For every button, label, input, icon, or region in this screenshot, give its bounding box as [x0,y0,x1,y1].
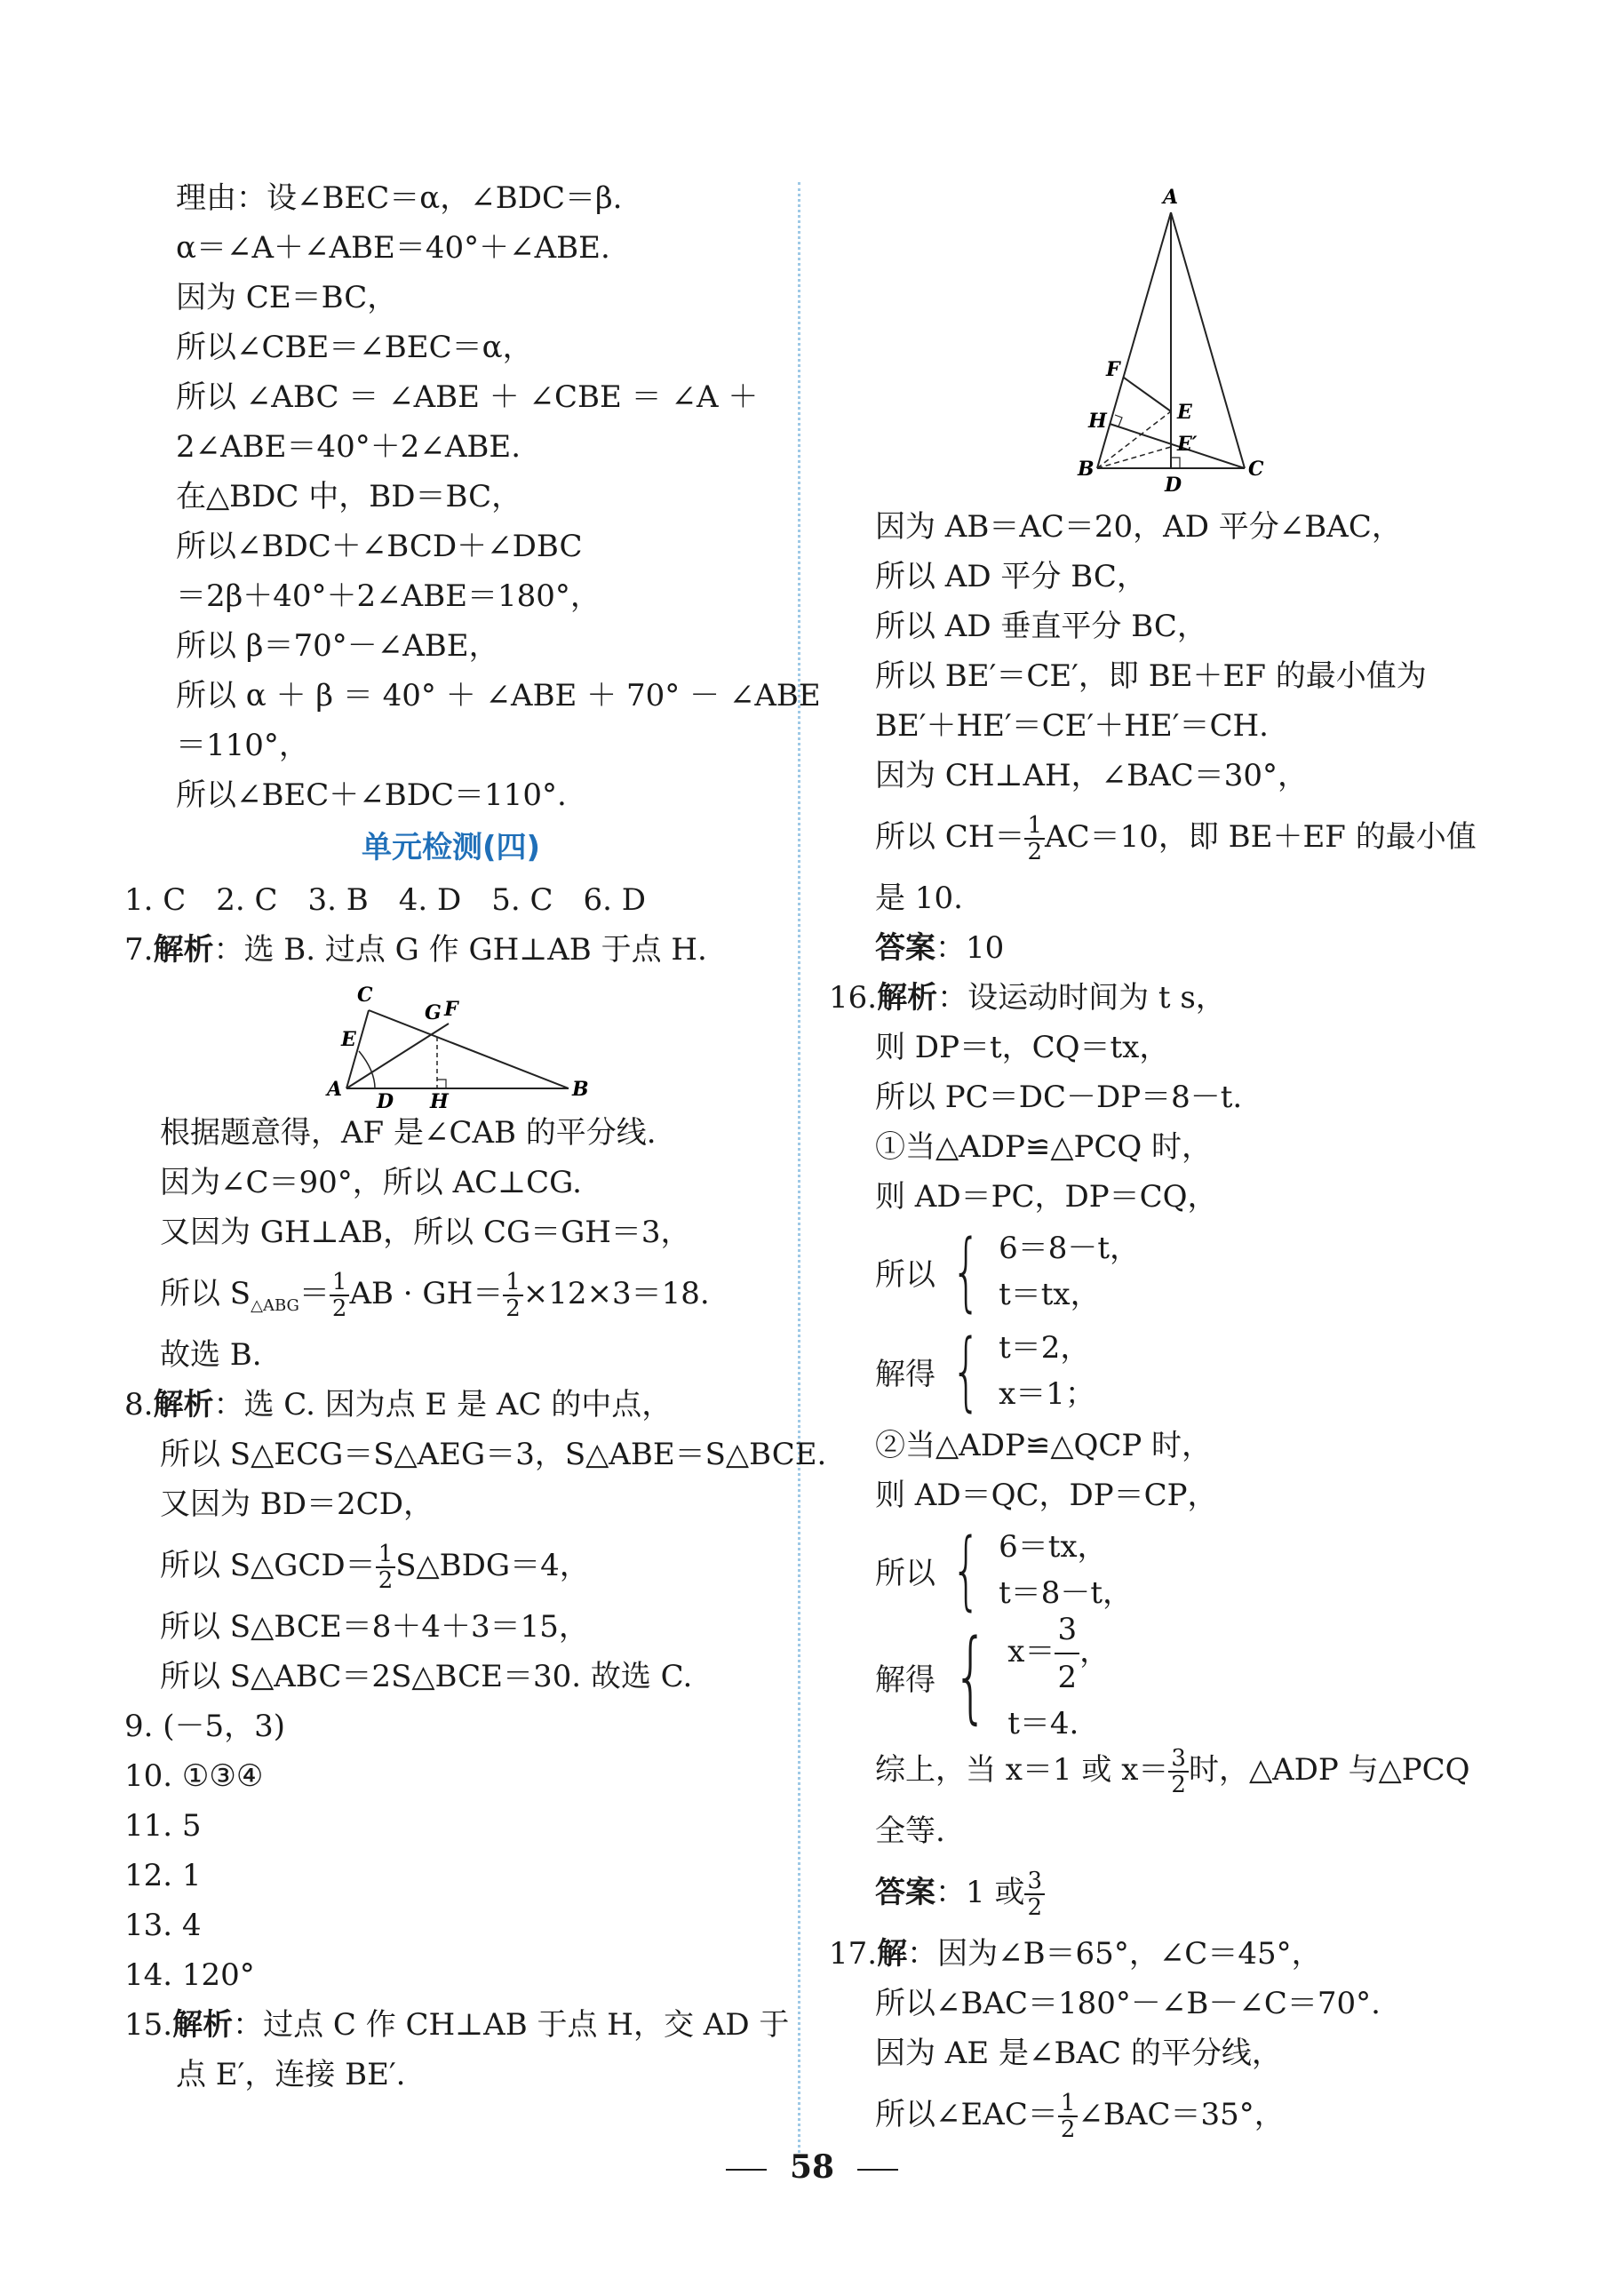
q7-area-sub: △ABG [251,1295,299,1315]
q8-text: ：选 C. 因为点 E 是 AC 的中点， [213,1387,673,1422]
solve-label: 解得 [875,1661,935,1698]
answer-label: 答案 [875,1875,935,1910]
label-c: C [1248,458,1264,481]
answer-9: 9. (－5，3) [124,1709,286,1744]
q7-header [124,925,777,975]
label-h: H [430,1090,449,1108]
q15-answer [875,923,1497,973]
system-2-lines [999,1524,1133,1616]
left-column [124,173,827,2100]
solution-2-lines [1007,1606,1110,1747]
q15-analysis-label: 解析 [172,2007,234,2043]
conclusion-post: 时，△ADP 与△PCQ [1188,1752,1470,1788]
q8-line: 所以 S△BCE＝8＋4＋3＝15， [160,1609,589,1645]
answers-1-6: 1. C 2. C 3. B 4. D 5. C 6. D [124,882,647,918]
q15-header [124,2000,790,2050]
right-angle-d [1171,458,1180,468]
intro-line: ＝2β＋40°＋2∠ABE＝180°， [176,578,601,614]
intro-line: ＝110°， [176,728,309,763]
segment-ab [1097,212,1171,468]
q8-l3-pre: 所以 S△GCD＝ [160,1548,376,1583]
label-h: H [1088,410,1107,433]
conclusion-pre: 综上，当 x＝1 或 x＝ [875,1752,1169,1788]
label-b: B [572,1078,589,1101]
q17-last [875,2078,1497,2151]
footer-dash [857,2169,898,2171]
right-angle-h [437,1080,446,1088]
q15-ch-pre: 所以 CH＝ [875,819,1025,855]
fraction-half: $\frac{1}{2}$ [330,1270,350,1321]
answer-14: 14. 120° [124,1957,255,1993]
q16-text: ：设运动时间为 t s， [937,980,1226,1016]
q7-area-mid: AB · GH＝ [349,1276,504,1311]
q15-line: 所以 AD 平分 BC， [875,559,1147,594]
solution-line: t＝4. [1007,1706,1079,1741]
q16-line: ①当△ADP≌△PCQ 时， [875,1129,1213,1165]
so-label: 所以 [875,1256,935,1293]
system-line: t＝tx， [999,1277,1101,1312]
label-a: A [1163,186,1179,209]
q7-number: 7. [124,932,154,968]
q8-l3-post: S△BDG＝4， [395,1548,590,1583]
label-e-prime: E′ [1177,433,1198,456]
q16-line: 所以 PC＝DC－DP＝8－t. [875,1080,1243,1115]
q15-text-2: 点 E′，连接 BE′. [176,2057,406,2092]
label-e: E [341,1028,356,1051]
label-a: A [327,1078,343,1101]
page-number-footer [0,2148,1624,2186]
case-2: ②当△ADP≌△QCP 时， [875,1428,1213,1463]
intro-line: α＝∠A＋∠ABE＝40°＋∠ABE. [176,230,610,266]
q15-text: ：过点 C 作 CH⊥AB 于点 H，交 AD 于 [233,2007,790,2043]
answer-11: 11. 5 [124,1808,202,1844]
section-title: 单元检测(四) [361,830,541,865]
fraction-half: $\frac{1}{2}$ [376,1542,396,1593]
brace-icon: { [951,1321,982,1421]
system-line: 6＝8－t， [999,1231,1141,1266]
figure-q15-svg [1071,182,1302,502]
q7-end: 故选 B. [160,1337,262,1373]
fraction-half: $\frac{1}{2}$ [503,1270,523,1321]
footer-dash [726,2169,767,2171]
segment-ac [1171,212,1245,468]
q7-area-eq: ＝ [299,1276,330,1311]
answer-13: 13. 4 [124,1908,202,1943]
q17-last-post: ∠BAC＝35°， [1078,2097,1285,2132]
q17-solution-label: 解 [877,1936,908,1972]
fraction-three-halves: $\frac{3}{2}$ [1024,1869,1045,1920]
intro-line: 所以 β＝70°－∠ABE， [176,628,499,664]
q15-number: 15. [124,2007,173,2043]
q15-line: BE′＋HE′＝CE′＋HE′＝CH. [875,708,1269,744]
q16-analysis-label: 解析 [877,980,938,1016]
q15-line: 所以 AD 垂直平分 BC， [875,609,1207,644]
right-column [829,182,1497,2151]
q17-line: 因为 AE 是∠BAC 的平分线， [875,2036,1282,2071]
q15-ch-end: 是 10. [875,881,963,916]
solution-line: t＝2， [999,1330,1091,1366]
q15-ch-post: AC＝10，即 BE＋EF 的最小值 [1045,819,1477,855]
intro-line: 2∠ABE＝40°＋2∠ABE. [176,429,521,465]
system-2 [875,1520,1497,1620]
solution-line: x＝1； [999,1376,1095,1412]
q8-line: 所以 S△ABC＝2S△BCE＝30. 故选 C. [160,1659,693,1694]
q7-line: 又因为 GH⊥AB，所以 CG＝GH＝3， [160,1215,691,1250]
right-angle-h [1115,415,1122,426]
fraction-half: $\frac{1}{2}$ [1058,2091,1079,2142]
answer-12: 12. 1 [124,1858,202,1893]
q7-analysis-label: 解析 [153,932,214,968]
brace-icon: { [953,1619,989,1734]
q7-area-post: ×12×3＝18. [522,1276,710,1311]
intro-line: 因为 CE＝BC， [176,280,398,315]
q7-area-pre: 所以 S [160,1276,251,1311]
label-f: F [1106,358,1120,381]
fraction-three-halves: $\frac{3}{2}$ [1168,1746,1189,1797]
q16-line: 则 AD＝PC，DP＝CQ， [875,1179,1218,1215]
intro-line: 在△BDC 中，BD＝BC， [176,479,522,514]
label-d: D [1165,474,1182,497]
q7-line: 因为∠C＝90°，所以 AC⊥CG. [160,1165,582,1200]
label-c: C [357,984,373,1007]
label-f: F [444,998,458,1021]
solve-label: 解得 [875,1356,935,1392]
fraction-half: $\frac{1}{2}$ [1024,813,1045,865]
q17-last-pre: 所以∠EAC＝ [875,2097,1058,2132]
q15-answer-value: ：10 [935,930,1005,966]
figure-q7-svg [320,975,622,1108]
solution-1-lines [999,1325,1095,1417]
intro-line: 所以∠BDC＋∠BCD＋∠DBC [176,529,583,564]
q17-text: ：因为∠B＝65°，∠C＝45°， [907,1936,1322,1972]
segment-fe [1124,378,1171,411]
intro-line: 所以∠CBE＝∠BEC＝α， [176,330,533,365]
answer-label: 答案 [875,930,935,966]
q17-header [829,1929,1497,1979]
q15-line: 因为 AB＝AC＝20，AD 平分∠BAC， [875,509,1402,545]
intro-line: 所以 α ＋ β ＝ 40° ＋ ∠ABE ＋ 70° － ∠ABE [176,678,821,713]
system-1 [875,1222,1497,1321]
q7-line: 根据题意得，AF 是∠CAB 的平分线. [160,1115,657,1151]
q15-line: 因为 CH⊥AH，∠BAC＝30°， [875,758,1308,793]
q8-header [124,1380,777,1430]
q16-number: 16. [829,980,878,1016]
system-line: 6＝tx， [999,1529,1108,1565]
q17-line: 所以∠BAC＝180°－∠B－∠C＝70°. [875,1986,1381,2021]
arc-mark [359,1051,375,1088]
intro-line: 理由：设∠BEC＝α，∠BDC＝β. [176,180,623,216]
q8-line: 又因为 BD＝2CD， [160,1486,434,1522]
figure-q15 [875,182,1497,502]
conclusion-end: 全等. [875,1813,945,1849]
q16-answer [875,1856,1497,1929]
segment-be2 [1097,447,1171,468]
label-d: D [377,1090,394,1108]
fraction-three-halves: $\frac{3}{2}$ [1055,1606,1079,1701]
intro-line: 所以∠BEC＋∠BDC＝110°. [176,777,567,813]
system-line: t＝8－t， [999,1575,1134,1611]
q7-text: ：选 B. 过点 G 作 GH⊥AB 于点 H. [213,932,707,968]
system-1-lines [999,1225,1140,1318]
label-b: B [1078,458,1095,481]
q8-number: 8. [124,1387,154,1422]
q15-ch-line [875,801,1497,873]
q7-area-line [124,1257,777,1330]
case-2b: 则 AD＝QC，DP＝CP， [875,1478,1218,1513]
solution-2 [875,1612,1497,1741]
brace-icon: { [951,1520,982,1620]
so-label: 所以 [875,1555,935,1591]
label-e: E [1177,401,1192,424]
q16-line: 则 DP＝t，CQ＝tx， [875,1030,1170,1065]
column-divider [798,182,800,2163]
q16-answer-value: ：1 或 [935,1875,1025,1910]
conclusion [875,1733,1497,1806]
figure-q7 [124,975,777,1108]
q8-line: 所以 S△ECG＝S△AEG＝3，S△ABE＝S△BCE. [160,1437,827,1472]
brace-icon: { [951,1222,982,1321]
answer-10: 10. ①③④ [124,1758,264,1794]
segment-cb [369,1010,569,1088]
q17-number: 17. [829,1936,878,1972]
q8-analysis-label: 解析 [153,1387,214,1422]
q15-line: 所以 BE′＝CE′，即 BE＋EF 的最小值为 [875,658,1427,694]
intro-line: 所以 ∠ABC ＝ ∠ABE ＋ ∠CBE ＝ ∠A ＋ [176,379,759,415]
page-number: 58 [789,2148,835,2186]
label-g: G [425,1001,442,1024]
q16-header [829,973,1497,1023]
solution-line: x＝ $\frac{3}{2}$ ， [1007,1606,1110,1701]
q8-line-frac [124,1529,777,1602]
solution-1 [875,1321,1497,1421]
